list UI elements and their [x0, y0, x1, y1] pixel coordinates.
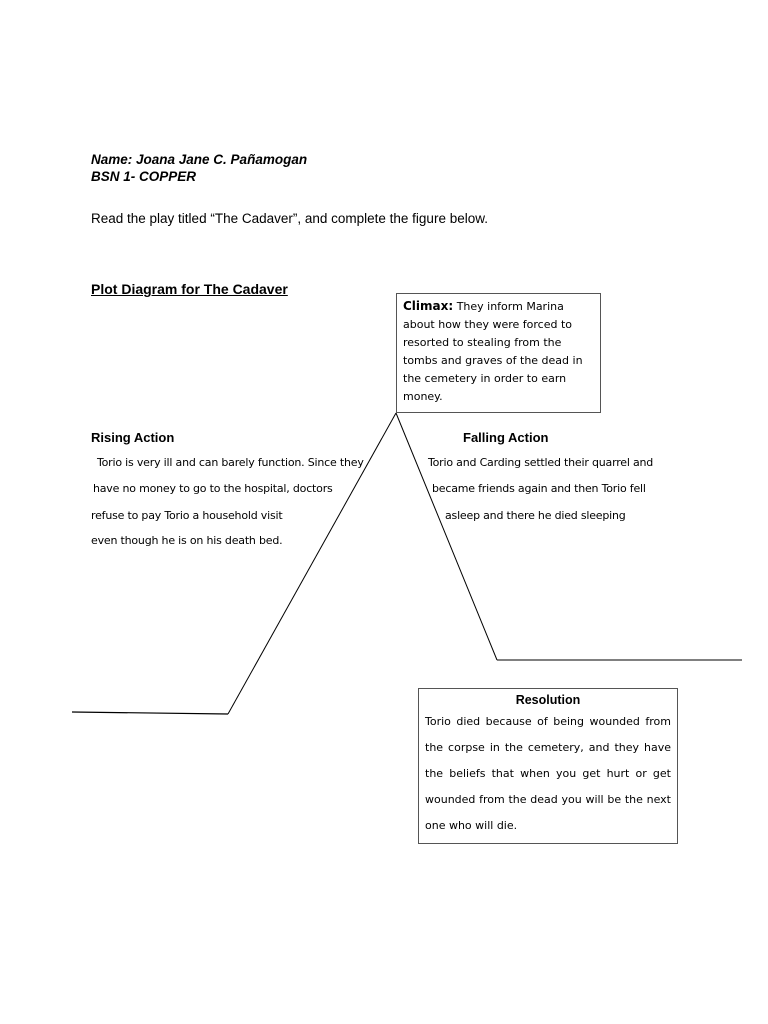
falling-action-line-2: became friends again and then Torio fell — [432, 482, 646, 495]
rising-action-line-1: Torio is very ill and can barely function. Since they — [97, 456, 364, 469]
climax-text: They inform Marina about how they were forced to resorted to stealing from the tombs and graves of the dead in the cemetery in order to earn money. — [403, 300, 583, 403]
resolution-box — [418, 688, 678, 844]
falling-action-line-3: asleep and there he died sleeping — [445, 509, 626, 522]
rising-action-heading: Rising Action — [91, 430, 175, 445]
rising-action-line-3: refuse to pay Torio a household visit — [91, 509, 283, 522]
student-section: BSN 1- COPPER — [91, 169, 197, 184]
climax-content — [403, 297, 594, 406]
falling-action-line-1: Torio and Carding settled their quarrel and — [428, 456, 654, 469]
instructions: Read the play titled “The Cadaver”, and complete the figure below. — [91, 211, 488, 226]
student-name: Name: Joana Jane C. Pañamogan — [91, 152, 308, 167]
climax-label: Climax: — [403, 299, 454, 313]
rising-action-line-4: even though he is on his death bed. — [91, 534, 283, 547]
rising-action-line-2: have no money to go to the hospital, doctors — [93, 482, 333, 495]
exposition-line — [72, 712, 228, 714]
resolution-text: Torio died because of being wounded from the corpse in the cemetery, and they have the beliefs that when you get hurt or get wounded from the dead you will be the next one who will die. — [425, 715, 671, 832]
climax-box — [396, 293, 601, 413]
falling-action-heading: Falling Action — [463, 430, 549, 445]
diagram-title: Plot Diagram for The Cadaver — [91, 281, 288, 297]
resolution-heading: Resolution — [515, 693, 581, 707]
